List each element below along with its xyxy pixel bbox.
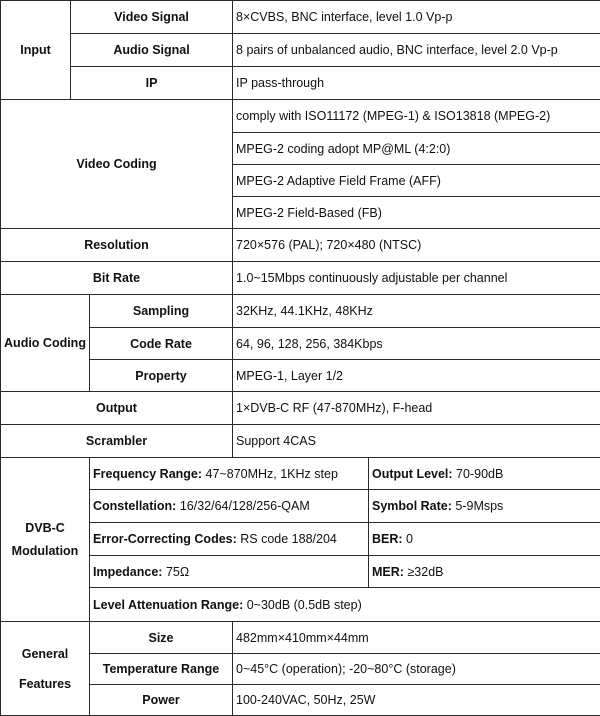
- spec-value-size: 482mm×410mm×44mm: [233, 622, 600, 654]
- table-row: [1, 622, 600, 654]
- table-row: [1, 588, 600, 622]
- table-row: [1, 685, 600, 716]
- spec-label-property: Property: [90, 360, 233, 392]
- dvbc-impedance-value: 75Ω: [162, 565, 189, 579]
- dvbc-fec-label: Error-Correcting Codes:: [93, 532, 237, 546]
- dvbc-frequency-range: [90, 458, 369, 490]
- dvbc-symbol-rate: [369, 490, 600, 523]
- table-row: [1, 360, 600, 392]
- dvbc-error-correcting: [90, 523, 369, 556]
- spec-value-ip: IP pass-through: [233, 67, 600, 100]
- spec-value-property: MPEG-1, Layer 1/2: [233, 360, 600, 392]
- table-row: [1, 295, 600, 328]
- dvbc-constellation-value: 16/32/64/128/256-QAM: [176, 499, 309, 513]
- category-video-coding: Video Coding: [1, 100, 233, 229]
- spec-value-sampling: 32KHz, 44.1KHz, 48KHz: [233, 295, 600, 328]
- spec-value-resolution: 720×576 (PAL); 720×480 (NTSC): [233, 229, 600, 262]
- table-row: [1, 1, 600, 34]
- dvbc-mer: [369, 556, 600, 588]
- dvbc-symbol-rate-label: Symbol Rate:: [372, 499, 452, 513]
- category-input: Input: [1, 1, 71, 100]
- dvbc-label-line2: Modulation: [12, 544, 79, 558]
- general-label-line2: Features: [19, 677, 71, 691]
- dvbc-frequency-range-value: 47~870MHz, 1KHz step: [202, 467, 338, 481]
- category-scrambler: Scrambler: [1, 425, 233, 458]
- table-row: [1, 262, 600, 295]
- dvbc-level-attenuation: [90, 588, 600, 622]
- spec-value-code-rate: 64, 96, 128, 256, 384Kbps: [233, 328, 600, 360]
- spec-value-power: 100-240VAC, 50Hz, 25W: [233, 685, 600, 716]
- table-row: [1, 458, 600, 490]
- spec-label-code-rate: Code Rate: [90, 328, 233, 360]
- dvbc-ber-label: BER:: [372, 532, 403, 546]
- category-audio-coding: Audio Coding: [1, 295, 90, 392]
- table-row: [1, 523, 600, 556]
- table-row: [1, 654, 600, 685]
- table-row: [1, 328, 600, 360]
- dvbc-output-level: [369, 458, 600, 490]
- spec-label-power: Power: [90, 685, 233, 716]
- table-row: [1, 556, 600, 588]
- spec-value-video-signal: 8×CVBS, BNC interface, level 1.0 Vp-p: [233, 1, 600, 34]
- dvbc-impedance-label: Impedance:: [93, 565, 162, 579]
- table-row: [1, 229, 600, 262]
- dvbc-constellation-label: Constellation:: [93, 499, 176, 513]
- dvbc-label-line1: DVB-C: [25, 521, 65, 535]
- dvbc-ber: [369, 523, 600, 556]
- category-resolution: Resolution: [1, 229, 233, 262]
- dvbc-symbol-rate-value: 5-9Msps: [452, 499, 503, 513]
- dvbc-frequency-range-label: Frequency Range:: [93, 467, 202, 481]
- spec-label-ip: IP: [71, 67, 233, 100]
- spec-value-scrambler: Support 4CAS: [233, 425, 600, 458]
- video-coding-value: comply with ISO11172 (MPEG-1) & ISO13818 (MPEG-2): [233, 100, 600, 133]
- dvbc-output-level-label: Output Level:: [372, 467, 453, 481]
- category-bit-rate: Bit Rate: [1, 262, 233, 295]
- spec-label-sampling: Sampling: [90, 295, 233, 328]
- dvbc-impedance: [90, 556, 369, 588]
- table-row: [1, 67, 600, 100]
- video-coding-value: MPEG-2 Field-Based (FB): [233, 197, 600, 229]
- category-general-features: [1, 622, 90, 716]
- spec-value-output: 1×DVB-C RF (47-870MHz), F-head: [233, 392, 600, 425]
- spec-label-size: Size: [90, 622, 233, 654]
- spec-value-bit-rate: 1.0~15Mbps continuously adjustable per channel: [233, 262, 600, 295]
- dvbc-fec-value: RS code 188/204: [237, 532, 337, 546]
- spec-label-video-signal: Video Signal: [71, 1, 233, 34]
- spec-value-temperature: 0~45°C (operation); -20~80°C (storage): [233, 654, 600, 685]
- spec-value-audio-signal: 8 pairs of unbalanced audio, BNC interface, level 2.0 Vp-p: [233, 34, 600, 67]
- dvbc-constellation: [90, 490, 369, 523]
- dvbc-level-attenuation-label: Level Attenuation Range:: [93, 598, 243, 612]
- table-row: [1, 34, 600, 67]
- table-row: [1, 425, 600, 458]
- dvbc-output-level-value: 70-90dB: [453, 467, 504, 481]
- table-row: [1, 490, 600, 523]
- spec-label-audio-signal: Audio Signal: [71, 34, 233, 67]
- general-label-line1: General: [22, 647, 69, 661]
- video-coding-value: MPEG-2 coding adopt MP@ML (4:2:0): [233, 133, 600, 165]
- dvbc-mer-label: MER:: [372, 565, 404, 579]
- dvbc-ber-value: 0: [403, 532, 413, 546]
- category-output: Output: [1, 392, 233, 425]
- table-row: [1, 392, 600, 425]
- spec-label-temperature: Temperature Range: [90, 654, 233, 685]
- table-row: [1, 100, 600, 133]
- dvbc-mer-value: ≥32dB: [404, 565, 444, 579]
- dvbc-level-attenuation-value: 0~30dB (0.5dB step): [243, 598, 361, 612]
- video-coding-value: MPEG-2 Adaptive Field Frame (AFF): [233, 165, 600, 197]
- category-dvbc-modulation: [1, 458, 90, 622]
